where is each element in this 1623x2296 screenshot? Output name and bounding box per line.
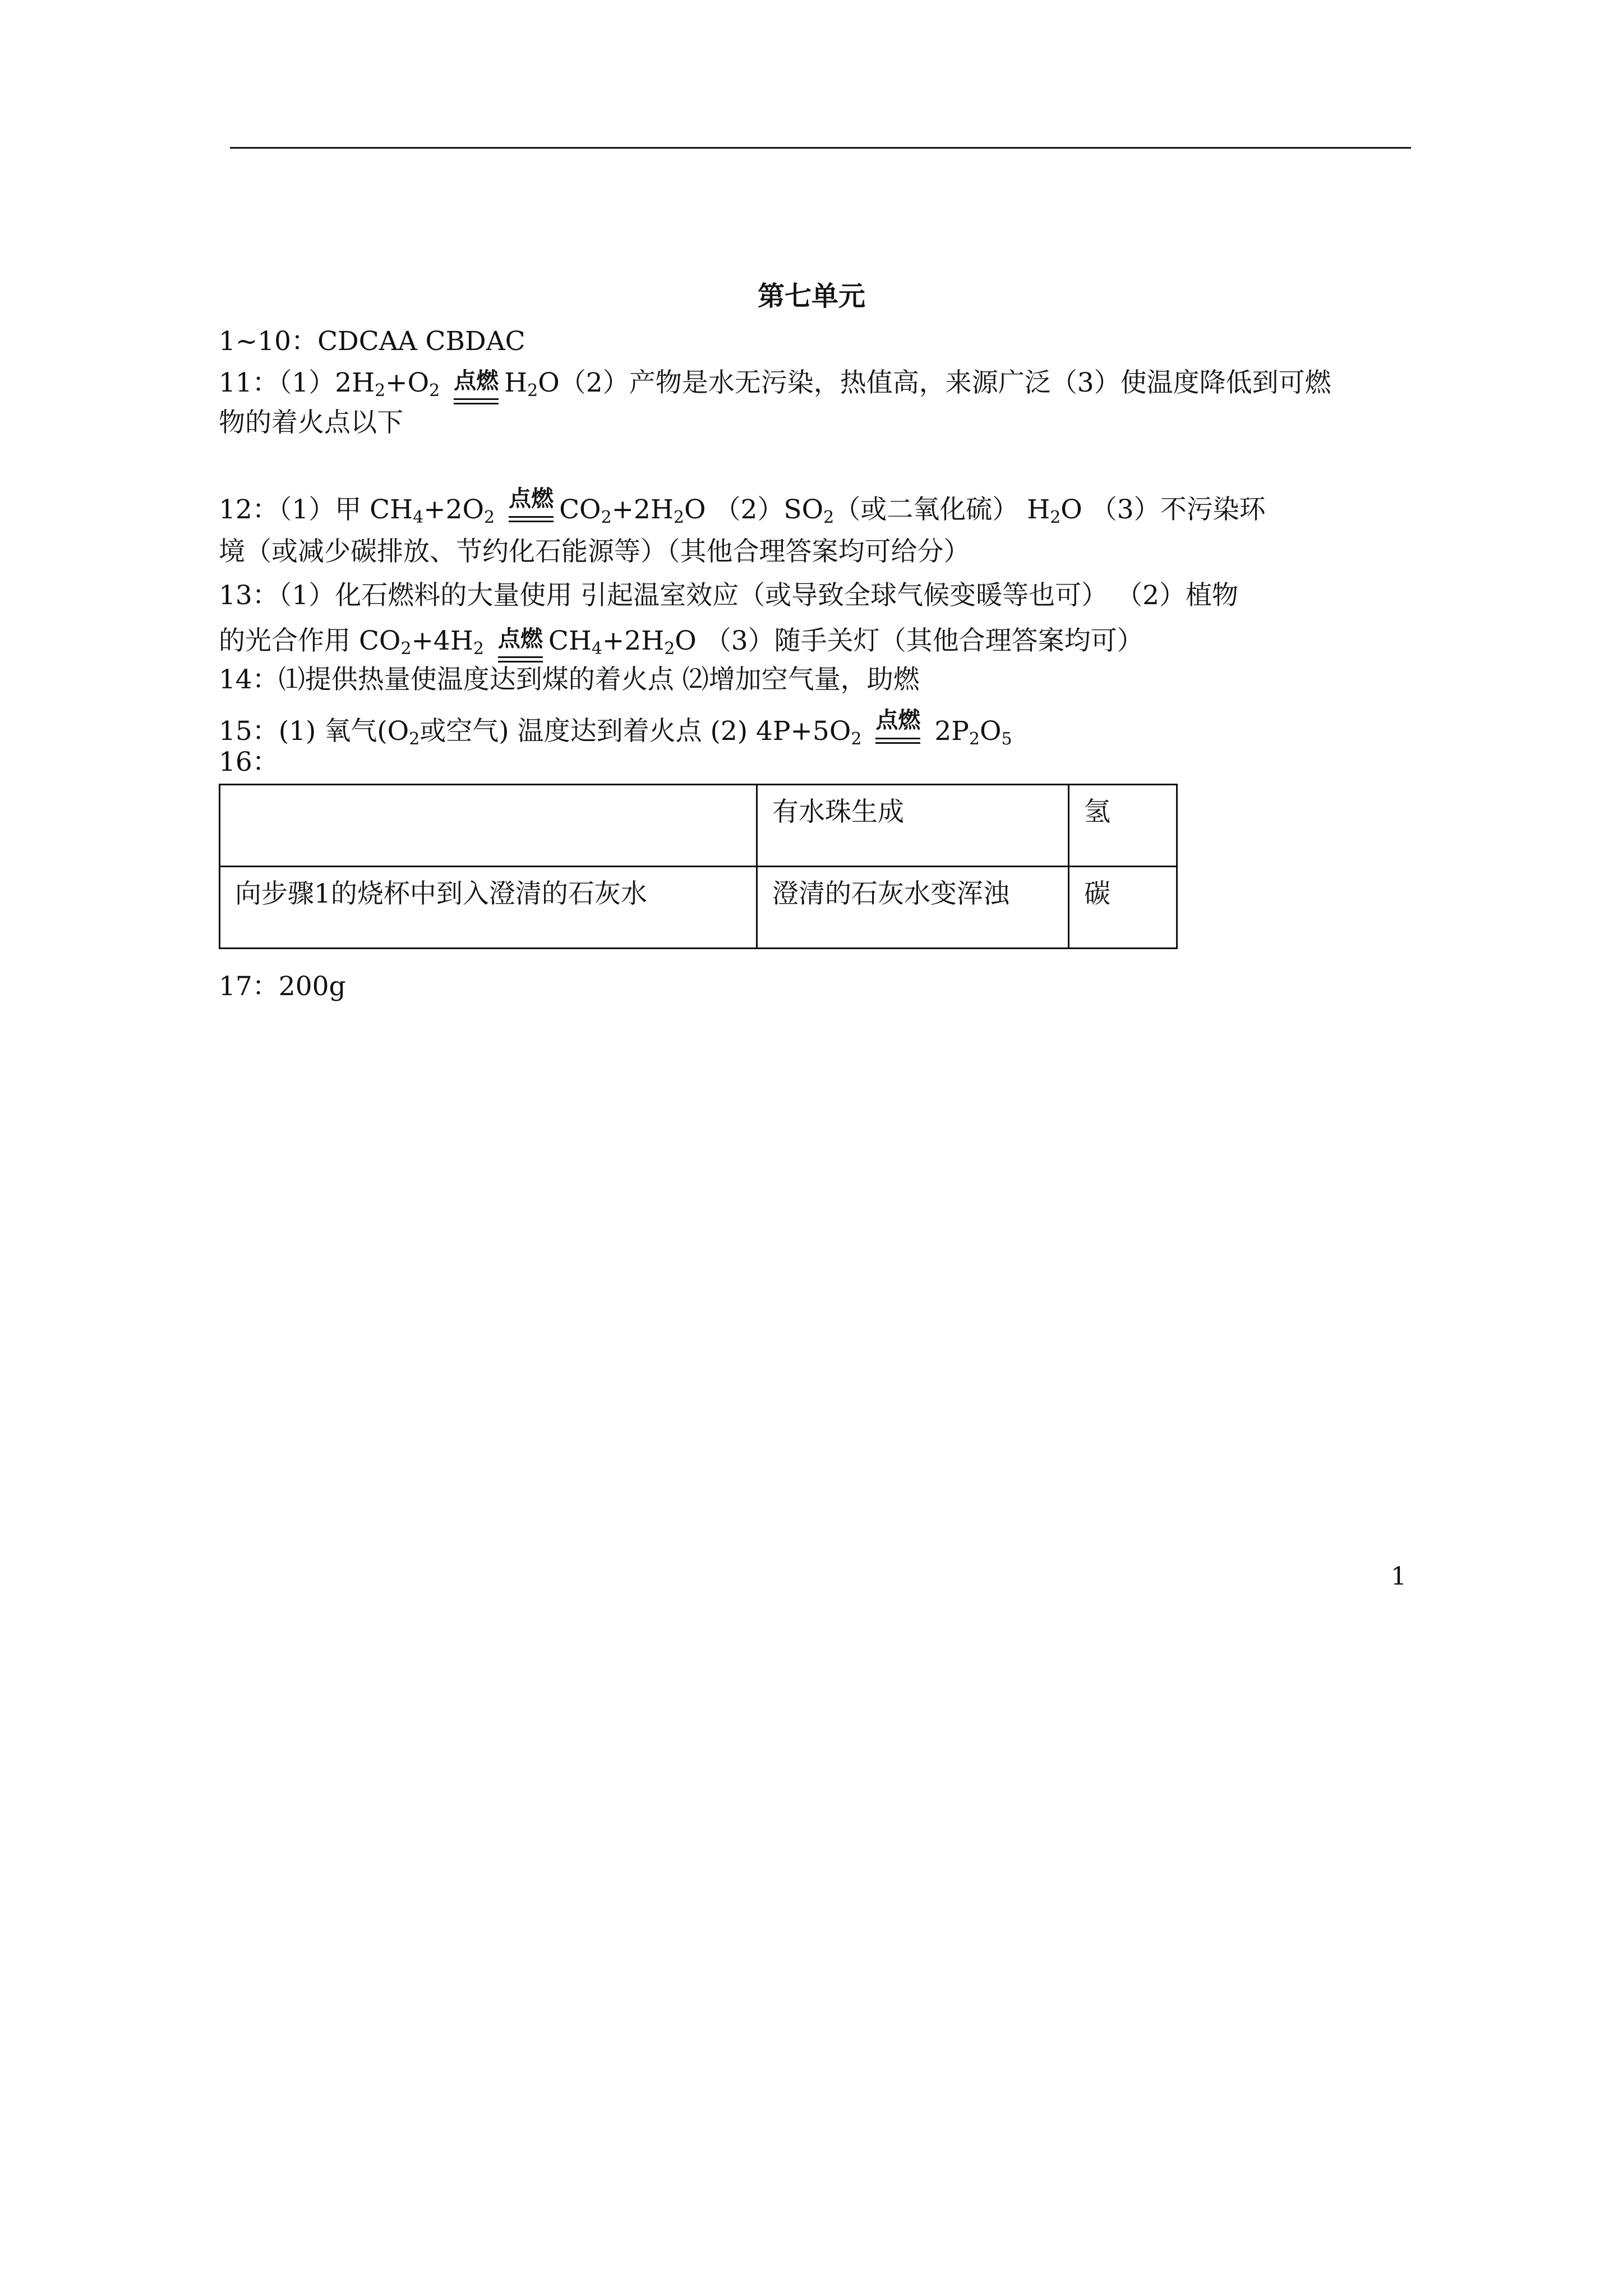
condition-ignite: 点燃: [495, 623, 546, 662]
answer-11-cont: 物的着火点以下: [219, 407, 403, 438]
answer-11: 11：$(1)2H_2+O_2$ 点燃 $H_2O(2)$产物是水无污染，热值高，来源广泛（3）使温度降低到可燃: [219, 365, 1331, 404]
page-title: 第七单元: [757, 280, 865, 312]
answer-1-10: 1~10：CDCAA CBDAC: [219, 326, 525, 357]
answer-16-table: [219, 784, 1178, 949]
answer-14: 14：⑴提供热量使温度达到煤的着火点 ⑵增加空气量，助燃: [219, 664, 920, 695]
answer-13-cont: 的光合作用 $CO_2+4H_2$ 点燃 $CH_4+2H_2O$ （3）随手关灯（其他合理答案均可）: [219, 623, 1144, 662]
answer-12-cont: 境（或减少碳排放、节约化石能源等）（其他合理答案均可给分）: [219, 536, 970, 567]
table-row: [220, 867, 1177, 949]
table-cell: 澄清的石灰水变浑浊: [757, 867, 1069, 949]
answer-15: 15：(1) 氧气($O_2$或空气) 温度达到着火点 (2) $4P+5O_2$ 点燃 $2P_2O_5$: [219, 704, 1012, 748]
condition-ignite: 点燃: [505, 482, 557, 522]
answer-17: 17：200g: [219, 971, 346, 1002]
table-cell: 氢: [1069, 785, 1177, 867]
table-row: [220, 785, 1177, 867]
table-cell: 有水珠生成: [757, 785, 1069, 867]
answer-13: 13：（1）化石燃料的大量使用 引起温室效应（或导致全球气候变暖等也可） （2）植物: [219, 580, 1238, 611]
table-cell: [220, 785, 757, 867]
condition-ignite: 点燃: [450, 365, 502, 404]
answer-16-label: 16：: [219, 747, 279, 777]
header-rule: [230, 147, 1411, 149]
condition-ignite: 点燃: [872, 704, 924, 744]
table-cell: 碳: [1069, 867, 1177, 949]
page-number: 1: [1391, 1562, 1407, 1591]
answer-12: 12：（1）甲 $CH_4+2O_2$ 点燃 $CO_2+2H_2O$ $(2)SO_2$（或二氧化硫） $H_2O$ （3）不污染环: [219, 482, 1266, 526]
table-cell: 向步骤1的烧杯中到入澄清的石灰水: [220, 867, 757, 949]
